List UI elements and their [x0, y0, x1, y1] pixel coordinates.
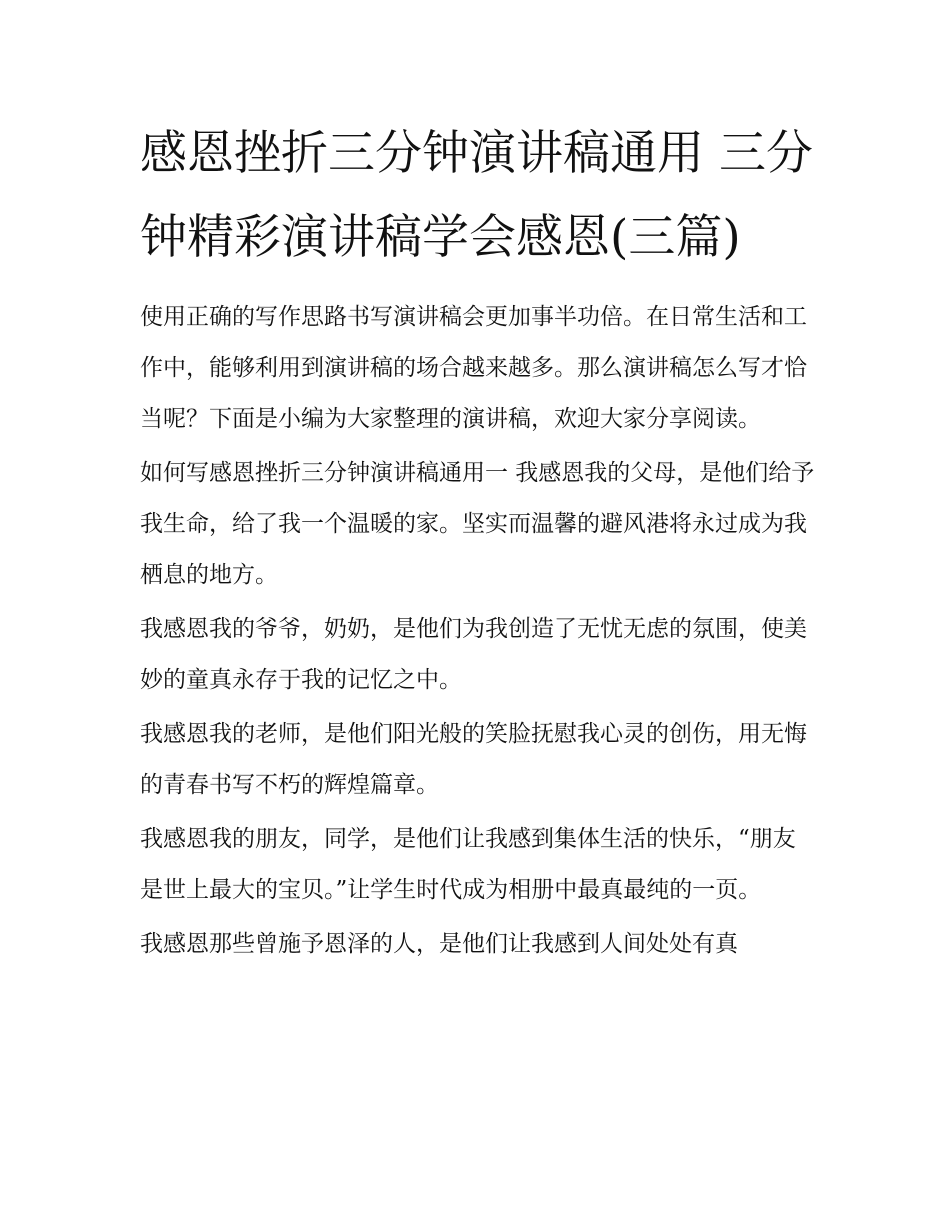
paragraph-friends: 我感恩我的朋友，同学，是他们让我感到集体生活的快乐，“朋友是世上最大的宝贝。”让学生时代成为相册中最真最纯的一页。	[140, 826, 796, 903]
document-page	[140, 112, 815, 970]
paragraph-grandparents: 我感恩我的爷爷，奶奶，是他们为我创造了无忧无虑的氛围，使美妙的童真永存于我的记忆之中。	[140, 616, 807, 693]
paragraph-parents: 如何写感恩挫折三分钟演讲稿通用一 我感恩我的父母，是他们给予我生命，给了我一个温暖的家。坚实而温馨的避风港将永过成为我栖息的地方。	[140, 460, 815, 588]
document-title: 感恩挫折三分钟演讲稿通用 三分钟精彩演讲稿学会感恩(三篇)	[140, 126, 813, 265]
paragraph-teachers: 我感恩我的老师，是他们阳光般的笑脸抚慰我心灵的创伤，用无悔的青春书写不朽的辉煌篇章。	[140, 721, 807, 798]
paragraph-benefactors: 我感恩那些曾施予恩泽的人，是他们让我感到人间处处有真	[140, 931, 738, 957]
paragraph-intro: 使用正确的写作思路书写演讲稿会更加事半功倍。在日常生活和工作中，能够利用到演讲稿的场合越来越多。那么演讲稿怎么写才恰当呢？下面是小编为大家整理的演讲稿，欢迎大家分享阅读。	[140, 304, 807, 432]
